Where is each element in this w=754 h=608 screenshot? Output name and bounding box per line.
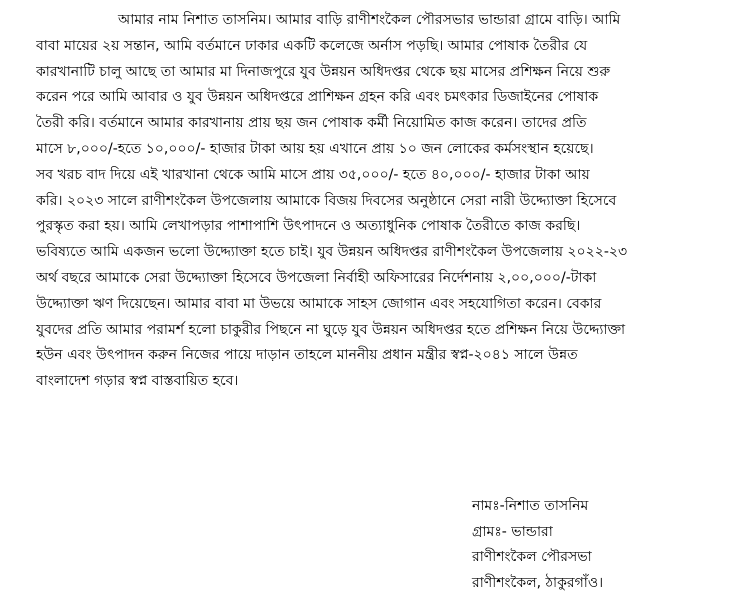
signature-block bbox=[472, 494, 742, 596]
signature-village: গ্রামঃ- ভান্ডারা bbox=[472, 523, 553, 540]
signature-municipality: রাণীশংকৈল পৌরসভা bbox=[472, 549, 592, 565]
paragraph-line-6: মাসে ৮,০০০/-হতে ১০,০০০/- হাজার টাকা আয় হয় এখানে প্রায় ১০ জন লোকের কর্মসংস্থান হয়েছে। bbox=[36, 140, 594, 157]
paragraph-line-14: হউন এবং উৎপাদন করুন নিজের পায়ে দাড়ান তাহলে মাননীয় প্রধান মন্ত্রীর স্বপ্ন-২০৪১ সালে উন্নত bbox=[36, 347, 578, 364]
paragraph-line-13: যুবদের প্রতি আমার পরামর্শ হলো চাকুরীর পিছনে না ঘুড়ে যুব উন্নয়ন অধিদপ্তর হতে প্রশিক্ষন নিয়ে উদ্দ্যোক্তা bbox=[36, 321, 626, 338]
paragraph-line-10: ভবিষ্যতে আমি একজন ভলো উদ্দ্যোক্তা হতে চাই। যুব উন্নয়ন অধিদপ্তর রাণীশংকৈল উপজেলায় ২০২২-২৩ bbox=[36, 244, 628, 261]
paragraph-line-7: সব খরচ বাদ দিয়ে এই খারখানা থেকে আমি মাসে প্রায় ৩৫,০০০/- হতে ৪০,০০০/- হাজার টাকা আয় bbox=[36, 166, 590, 183]
body-paragraph bbox=[36, 8, 726, 395]
paragraph-line-5: তৈরী করি। বর্তমানে আমার কারখানায় প্রায় ছয় জন পোষাক কর্মী নিয়োমিত কাজ করেন। তাদের প্রতি bbox=[36, 115, 587, 132]
paragraph-line-3: কারখানাটি চালু আছে তা আমার মা দিনাজপুরে যুব উন্নয়ন অধিদপ্তর থেকে ছয় মাসের প্রশিক্ষন নিয়ে শুরু bbox=[36, 63, 611, 80]
signature-name: নামঃ-নিশাত তাসনিম bbox=[472, 498, 589, 514]
paragraph-line-11: অর্থ বছরে আমাকে সেরা উদ্দ্যোক্তা হিসেবে উপজেলা নির্বাহী অফিসারের নির্দেশনায় ২,০০,০০০/-টাকা bbox=[36, 269, 597, 286]
paragraph-line-4: করেন পরে আমি আবার ও যুব উন্নয়ন অধিদপ্তরে প্রাশিক্ষন গ্রহন করি এবং চমৎকার ডিজাইনের পোষাক bbox=[36, 89, 599, 106]
paragraph-line-15: বাংলাদেশ গড়ার স্বপ্ন বাস্তবায়িত হবে। bbox=[36, 373, 239, 390]
signature-district: রাণীশংকৈল, ঠাকুরগাঁও। bbox=[472, 574, 604, 591]
paragraph-line-1: আমার নাম নিশাত তাসনিম। আমার বাড়ি রাণীশংকৈল পৌরসভার ভান্ডারা গ্রামে বাড়ি। আমি bbox=[118, 12, 621, 28]
paragraph-line-2: বাবা মায়ের ২য় সন্তান, আমি বর্তমানে ঢাকার একটি কলেজে অর্নাস পড়ছি। আমার পোষাক তৈরীর যে bbox=[36, 37, 588, 54]
paragraph-line-8: করি। ২০২৩ সালে রাণীশংকৈল উপজেলায় আমাকে বিজয় দিবসের অনুষ্ঠানে সেরা নারী উদ্দ্যোক্তা হিসেবে bbox=[36, 192, 617, 209]
paragraph-line-12: উদ্দ্যোক্তা ঋণ দিয়েছেন। আমার বাবা মা উভয়ে আমাকে সাহস জোগান এবং সহযোগিতা করেন। বেকার bbox=[36, 295, 602, 312]
paragraph-line-9: পুরস্কৃত করা হয়। আমি লেখাপড়ার পাশাপাশি উৎপাদনে ও অত্যাধুনিক পোষাক তৈরীতে কাজ করছি। bbox=[36, 218, 581, 235]
